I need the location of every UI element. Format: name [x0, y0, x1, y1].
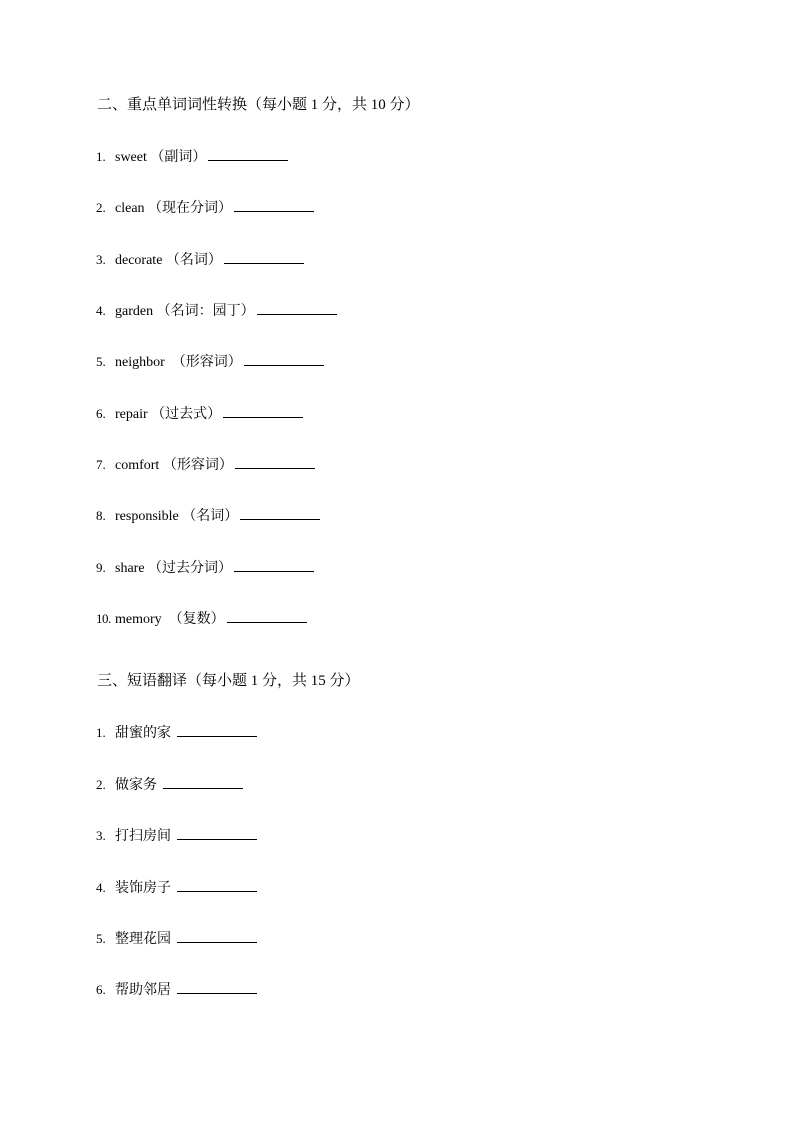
answer-blank[interactable] [208, 146, 288, 161]
answer-blank[interactable] [177, 825, 257, 840]
item-hint: （现在分词） [148, 201, 233, 216]
answer-blank[interactable] [177, 722, 257, 737]
phrase-item-4 [96, 877, 257, 899]
phrase-item-5 [96, 928, 257, 950]
answer-blank[interactable] [234, 197, 314, 212]
item-hint: （形容词） [162, 458, 233, 473]
answer-blank[interactable] [257, 300, 337, 315]
item-word: decorate [115, 253, 163, 268]
answer-blank[interactable] [223, 403, 303, 418]
item-word: share [115, 561, 145, 576]
item-phrase: 做家务 [115, 778, 157, 793]
vocab-item-4 [96, 300, 337, 322]
item-hint: （名词） [182, 509, 239, 524]
answer-blank[interactable] [224, 249, 304, 264]
vocab-item-1 [96, 146, 288, 168]
answer-blank[interactable] [235, 454, 315, 469]
item-number: 4. [96, 880, 106, 895]
answer-blank[interactable] [240, 505, 320, 520]
item-word: garden [115, 304, 154, 319]
item-number: 10. [96, 611, 111, 626]
item-word: repair [115, 407, 148, 422]
vocab-item-7 [96, 454, 315, 476]
phrase-item-6 [96, 979, 257, 1001]
item-word: responsible [115, 509, 179, 524]
item-word: memory [115, 612, 162, 627]
item-number: 7. [96, 457, 106, 472]
item-phrase: 甜蜜的家 [115, 726, 171, 741]
item-hint: （名词：园丁） [156, 304, 255, 319]
vocab-item-8 [96, 505, 320, 527]
vocab-item-10 [96, 608, 307, 630]
item-number: 1. [96, 725, 106, 740]
answer-blank[interactable] [227, 608, 307, 623]
vocab-item-3 [96, 249, 304, 271]
item-number: 5. [96, 931, 106, 946]
answer-blank[interactable] [177, 877, 257, 892]
item-word: sweet [115, 150, 147, 165]
section-3-heading: 三、短语翻译（每小题 1 分，共 15 分） [97, 673, 360, 689]
vocab-item-6 [96, 403, 303, 425]
item-word: comfort [115, 458, 160, 473]
item-phrase: 打扫房间 [115, 829, 171, 844]
item-number: 1. [96, 149, 106, 164]
vocab-item-9 [96, 557, 314, 579]
item-word: clean [115, 201, 145, 216]
answer-blank[interactable] [177, 979, 257, 994]
item-number: 9. [96, 560, 106, 575]
item-number: 2. [96, 200, 106, 215]
vocab-item-5 [96, 351, 324, 373]
item-hint: （名词） [165, 253, 222, 268]
answer-blank[interactable] [244, 351, 324, 366]
item-phrase: 帮助邻居 [115, 983, 171, 998]
item-hint: （形容词） [171, 355, 242, 370]
item-hint: （过去分词） [148, 561, 233, 576]
answer-blank[interactable] [234, 557, 314, 572]
item-phrase: 整理花园 [115, 932, 171, 947]
item-number: 4. [96, 303, 106, 318]
item-number: 6. [96, 406, 106, 421]
item-number: 6. [96, 982, 106, 997]
phrase-item-1 [96, 722, 257, 744]
answer-blank[interactable] [177, 928, 257, 943]
answer-blank[interactable] [163, 774, 243, 789]
item-number: 8. [96, 508, 106, 523]
item-number: 2. [96, 777, 106, 792]
item-number: 3. [96, 252, 106, 267]
item-phrase: 装饰房子 [115, 881, 171, 896]
item-number: 3. [96, 828, 106, 843]
item-hint: （副词） [150, 150, 207, 165]
item-hint: （复数） [168, 612, 225, 627]
phrase-item-3 [96, 825, 257, 847]
item-number: 5. [96, 354, 106, 369]
phrase-item-2 [96, 774, 243, 796]
item-word: neighbor [115, 355, 165, 370]
item-hint: （过去式） [151, 407, 222, 422]
section-2-heading: 二、重点单词词性转换（每小题 1 分，共 10 分） [97, 97, 420, 113]
vocab-item-2 [96, 197, 314, 219]
